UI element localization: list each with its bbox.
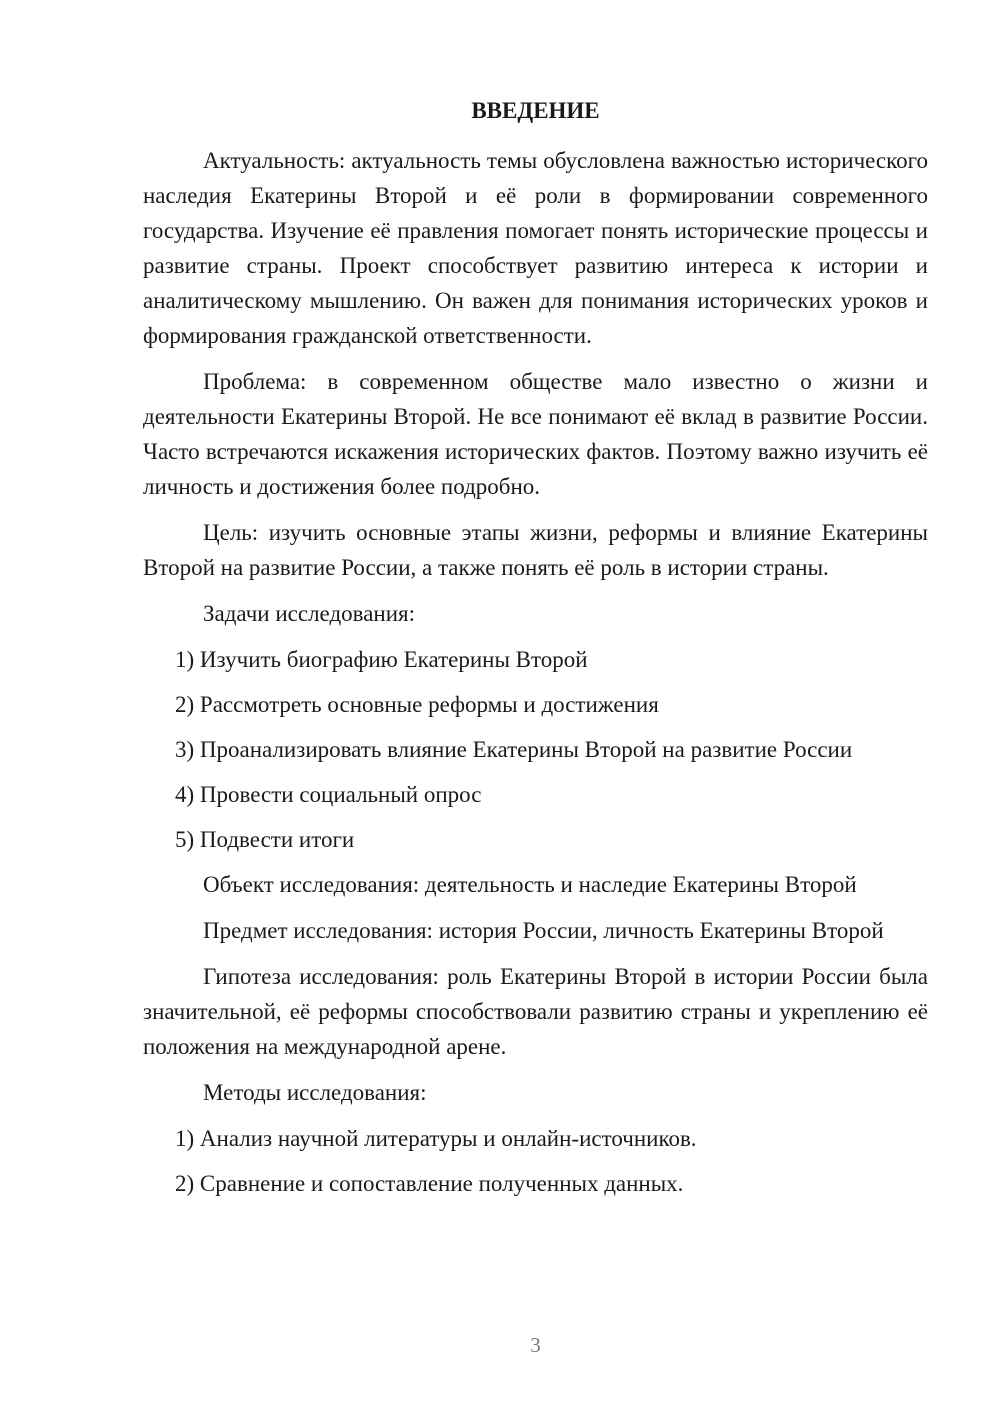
- task-item: 1) Изучить биографию Екатерины Второй: [175, 647, 588, 672]
- object-paragraph: Объект исследования: деятельность и наследие Екатерины Второй: [203, 872, 857, 897]
- hypothesis-paragraph: Гипотеза исследования: роль Екатерины Второй в истории России была значительной, её реформы способствовали развитию страны и укреплению её положения на международной арене.: [143, 964, 928, 1059]
- method-item: 1) Анализ научной литературы и онлайн-источников.: [175, 1126, 697, 1151]
- task-item: 5) Подвести итоги: [175, 827, 355, 852]
- task-item: 3) Проанализировать влияние Екатерины Второй на развитие России: [175, 737, 853, 762]
- document-page: [143, 0, 928, 1414]
- method-item: 2) Сравнение и сопоставление полученных данных.: [175, 1171, 684, 1196]
- section-title: ВВЕДЕНИЕ: [471, 98, 600, 123]
- document-body: [143, 143, 928, 1211]
- problem-paragraph: Проблема: в современном обществе мало известно о жизни и деятельности Екатерины Второй. Не все понимают её вклад в развитие России. Часто встречаются искажения исторических фактов. Поэтому важно изучить её личность и достижения более подробно.: [143, 369, 928, 499]
- subject-paragraph: Предмет исследования: история России, личность Екатерины Второй: [203, 918, 884, 943]
- task-item: 2) Рассмотреть основные реформы и достижения: [175, 692, 659, 717]
- page-number: 3: [530, 1333, 541, 1357]
- task-item: 4) Провести социальный опрос: [175, 782, 482, 807]
- methods-heading: Методы исследования:: [203, 1080, 427, 1105]
- tasks-heading: Задачи исследования:: [203, 601, 416, 626]
- goal-paragraph: Цель: изучить основные этапы жизни, реформы и влияние Екатерины Второй на развитие России, а также понять её роль в истории страны.: [143, 520, 928, 580]
- relevance-paragraph: Актуальность: актуальность темы обусловлена важностью исторического наследия Екатерины Второй и её роли в формировании современного государства. Изучение её правления помогает понять исторические процессы и развитие страны. Проект способствует развитию интереса к истории и аналитическому мышлению. Он важен для понимания исторических уроков и формирования гражданской ответственности.: [143, 148, 928, 348]
